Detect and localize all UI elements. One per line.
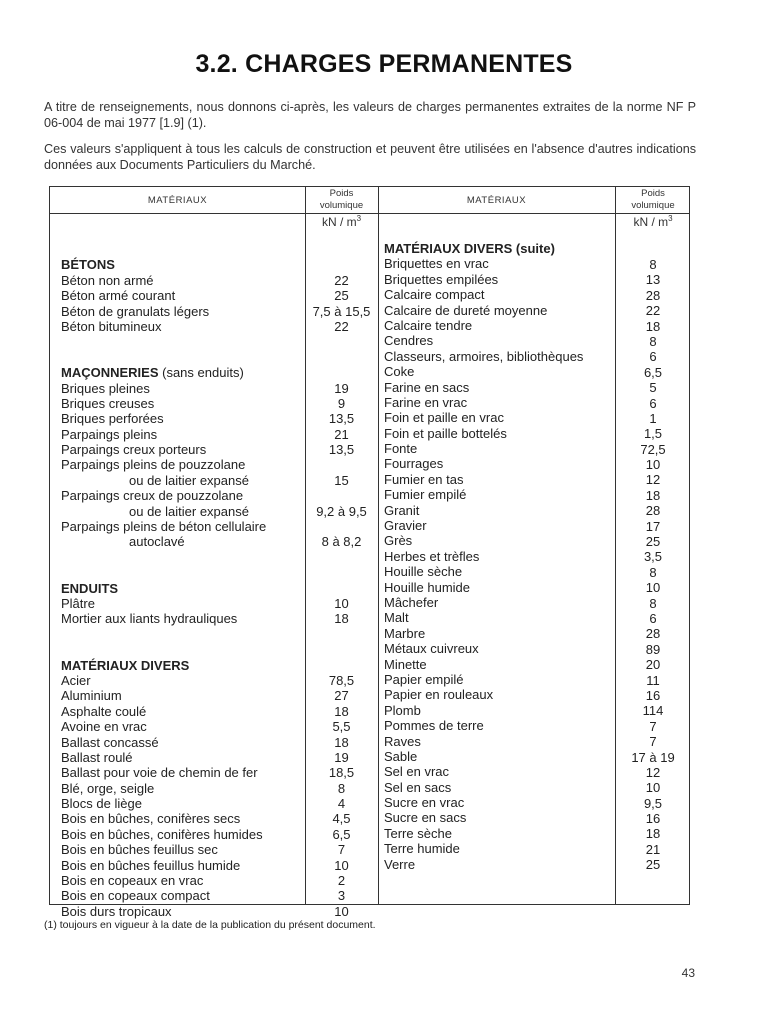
material-name — [61, 688, 303, 703]
weight-value: 8 — [649, 333, 657, 349]
row-label: ou de laitier expansé — [129, 472, 249, 488]
material-name — [384, 318, 614, 333]
weight-value: 16 — [645, 687, 661, 703]
weight-value — [305, 257, 378, 272]
weight-value: 3,5 — [643, 549, 663, 565]
material-name — [61, 534, 303, 549]
section-heading — [61, 257, 303, 272]
right-materials-column — [384, 241, 614, 872]
weight-value: 22 — [334, 272, 349, 288]
row-label: Houille sèche — [384, 564, 463, 580]
weight-value: 18 — [645, 487, 661, 503]
row-label: Parpaings creux porteurs — [61, 442, 207, 458]
material-name — [61, 381, 303, 396]
row-label: Briquettes empilées — [384, 271, 499, 287]
weight-value: 89 — [645, 641, 661, 657]
weight-value: 18,5 — [328, 765, 355, 781]
material-name — [384, 441, 614, 456]
header-weight-line1: Poids — [641, 188, 665, 199]
row-label: MAÇONNERIES — [61, 365, 159, 381]
material-name — [384, 518, 614, 533]
weight-value: 28 — [645, 626, 661, 642]
weight-value: 18 — [334, 734, 349, 750]
row-label: Avoine en vrac — [61, 719, 147, 735]
weight-value: 25 — [645, 534, 661, 550]
material-name — [61, 750, 303, 765]
weight-value: 9 — [337, 395, 346, 411]
row-label: Ballast roulé — [61, 749, 133, 765]
weight-value — [305, 242, 378, 257]
material-name — [384, 333, 614, 348]
row-label: Mâchefer — [384, 594, 439, 610]
material-name — [61, 288, 303, 303]
weight-value: 2 — [337, 873, 346, 889]
material-name — [61, 596, 303, 611]
material-name — [61, 273, 303, 288]
material-name — [61, 519, 303, 534]
material-name — [61, 396, 303, 411]
material-name — [384, 734, 614, 749]
weight-value — [305, 334, 378, 349]
weight-value: 18 — [645, 826, 661, 842]
section-heading-note: (sans enduits) — [158, 365, 244, 381]
material-name — [61, 565, 303, 580]
row-label: Ballast pour voie de chemin de fer — [61, 765, 258, 781]
weight-value: 6 — [649, 349, 657, 365]
intro-paragraph-1: A titre de renseignements, nous donnons ci-après, les valeurs de charges permanentes extraites de la norme NF P 06-004 de mai 1977 [1.9] (1). — [44, 100, 696, 130]
material-name — [61, 888, 303, 903]
material-name — [61, 627, 303, 642]
row-label: Bois en bûches, conifères secs — [61, 811, 241, 827]
weight-value — [305, 565, 378, 580]
weight-value — [305, 550, 378, 565]
weight-value: 7,5 à 15,5 — [312, 303, 371, 319]
left-materials-column — [61, 242, 303, 919]
weight-value: 6 — [649, 610, 657, 626]
header-weight-line2: volumique — [319, 200, 364, 211]
weight-value: 9,2 à 9,5 — [316, 503, 367, 519]
weight-value: 4 — [337, 796, 346, 812]
weight-value: 25 — [645, 857, 661, 873]
charges-table — [49, 186, 690, 919]
material-name — [384, 703, 614, 718]
row-label: Sucre en sacs — [384, 810, 467, 826]
row-label: Sel en sacs — [384, 779, 452, 795]
material-name — [61, 904, 303, 919]
material-name — [384, 380, 614, 395]
row-label: Papier empilé — [384, 671, 464, 687]
row-label: Minette — [384, 656, 427, 672]
material-name — [61, 719, 303, 734]
weight-value: 9,5 — [643, 795, 663, 811]
row-label: Sucre en vrac — [384, 795, 465, 811]
row-label: Coke — [384, 364, 415, 380]
material-name — [384, 595, 614, 610]
row-label: Gravier — [384, 518, 427, 534]
weight-value: 21 — [645, 841, 661, 857]
weight-value: 8 à 8,2 — [321, 534, 362, 550]
material-name — [384, 456, 614, 471]
row-label: Briquettes en vrac — [384, 256, 489, 272]
weight-value: 8 — [649, 595, 657, 611]
row-label: Acier — [61, 672, 91, 688]
row-label: Bois en copeaux en vrac — [61, 873, 204, 889]
material-name — [384, 780, 614, 795]
row-label: Bois en bûches feuillus sec — [61, 842, 218, 858]
weight-value — [305, 627, 378, 642]
row-label: ou de laitier expansé — [129, 503, 249, 519]
row-label: Pommes de terre — [384, 718, 484, 734]
weight-value: 27 — [334, 688, 349, 704]
right-values-column — [615, 257, 691, 873]
material-name — [384, 749, 614, 764]
weight-value: 28 — [645, 503, 661, 519]
weight-value: 7 — [649, 718, 657, 734]
weight-value: 5 — [649, 380, 657, 396]
material-name — [384, 256, 614, 271]
weight-value: 72,5 — [640, 441, 666, 457]
material-name — [384, 426, 614, 441]
footnote: (1) toujours en vigueur à la date de la publication du présent document. — [44, 919, 376, 931]
material-name — [61, 811, 303, 826]
weight-value — [305, 350, 378, 365]
weight-value: 13 — [645, 272, 661, 288]
row-label: Parpaings creux de pouzzolane — [61, 488, 244, 504]
row-label: MATÉRIAUX DIVERS — [61, 657, 190, 673]
weight-value: 10 — [334, 857, 349, 873]
row-label: Marbre — [384, 625, 426, 641]
weight-value: 16 — [645, 811, 661, 827]
material-name — [61, 411, 303, 426]
weight-value: 10 — [334, 595, 349, 611]
row-label: Blé, orge, seigle — [61, 780, 155, 796]
weight-value — [305, 581, 378, 596]
material-name — [384, 810, 614, 825]
row-label: Blocs de liège — [61, 796, 142, 812]
weight-value: 21 — [334, 426, 349, 442]
weight-value: 114 — [642, 703, 664, 719]
material-name — [61, 735, 303, 750]
material-name — [384, 841, 614, 856]
material-name — [61, 457, 303, 472]
unit-label-right — [615, 214, 691, 229]
material-name — [384, 626, 614, 641]
page-number: 43 — [681, 966, 695, 980]
weight-value: 18 — [334, 611, 349, 627]
material-name — [61, 442, 303, 457]
material-name — [384, 580, 614, 595]
material-name — [61, 488, 303, 503]
row-label: Foin et paille en vrac — [384, 410, 504, 426]
material-name — [384, 718, 614, 733]
intro-paragraph-2: Ces valeurs s'appliquent à tous les calculs de construction et peuvent être utilisées en l'absence d'autres indications données aux Documents Particuliers du Marché. — [44, 142, 696, 172]
row-label: Terre humide — [384, 841, 460, 857]
row-label: Aluminium — [61, 688, 122, 704]
material-name — [61, 350, 303, 365]
material-name — [61, 765, 303, 780]
row-label: Briques perforées — [61, 411, 164, 427]
row-label: Sable — [384, 748, 418, 764]
material-name — [384, 657, 614, 672]
weight-value: 6,5 — [332, 826, 351, 842]
material-name — [384, 764, 614, 779]
weight-value: 8 — [337, 780, 346, 796]
row-label: Parpaings pleins de pouzzolane — [61, 457, 246, 473]
row-label: BÉTONS — [61, 257, 115, 273]
row-label: Bois en bûches feuillus humide — [61, 857, 241, 873]
material-name — [61, 873, 303, 888]
row-label: Farine en sacs — [384, 379, 470, 395]
row-label: Briques creuses — [61, 395, 155, 411]
material-name — [61, 842, 303, 857]
header-weight-line1: Poids — [329, 188, 354, 199]
material-name — [384, 349, 614, 364]
row-label: Papier en rouleaux — [384, 687, 494, 703]
weight-value: 10 — [645, 580, 661, 596]
row-label: Granit — [384, 502, 420, 518]
weight-value: 25 — [334, 288, 349, 304]
weight-value: 19 — [334, 380, 349, 396]
weight-value: 78,5 — [328, 672, 355, 688]
unit-exponent: 3 — [356, 214, 362, 223]
weight-value: 1 — [649, 410, 657, 426]
weight-value: 10 — [645, 457, 661, 473]
unit-exponent: 3 — [668, 214, 673, 223]
material-name — [384, 549, 614, 564]
weight-value: 18 — [334, 703, 349, 719]
row-label: Métaux cuivreux — [384, 641, 479, 657]
material-name — [61, 504, 303, 519]
row-label: autoclavé — [129, 534, 185, 550]
weight-value: 3 — [337, 888, 346, 904]
weight-value: 6 — [649, 395, 657, 411]
weight-value: 12 — [645, 764, 661, 780]
row-label: Béton de granulats légers — [61, 303, 210, 319]
unit-base: kN / m — [633, 215, 669, 229]
material-name — [61, 242, 303, 257]
row-label: Fumier en tas — [384, 471, 464, 487]
material-name — [384, 487, 614, 502]
material-name — [384, 503, 614, 518]
weight-value: 13,5 — [328, 411, 355, 427]
weight-value: 28 — [645, 287, 661, 303]
row-label: Bois durs tropicaux — [61, 903, 172, 919]
row-label: Sel en vrac — [384, 764, 450, 780]
weight-value: 13,5 — [328, 442, 355, 458]
row-label: Briques pleines — [61, 380, 150, 396]
material-name — [384, 610, 614, 625]
header-weight-left — [305, 188, 378, 212]
row-label: Verre — [384, 856, 416, 872]
material-name — [384, 795, 614, 810]
row-label: Parpaings pleins — [61, 426, 158, 442]
row-label: Foin et paille bottelés — [384, 425, 507, 441]
weight-value: 17 — [645, 518, 661, 534]
weight-value: 6,5 — [643, 364, 663, 380]
material-name — [384, 287, 614, 302]
material-name — [384, 687, 614, 702]
row-label: Plomb — [384, 702, 421, 718]
row-label: Malt — [384, 610, 409, 626]
weight-value: 11 — [646, 672, 660, 688]
material-name — [61, 642, 303, 657]
weight-value — [305, 642, 378, 657]
row-label: Calcaire compact — [384, 287, 485, 303]
weight-value — [305, 457, 378, 472]
material-name — [384, 533, 614, 548]
row-label: Fumier empilé — [384, 487, 467, 503]
section-heading — [384, 241, 614, 256]
material-name — [61, 673, 303, 688]
material-name — [61, 334, 303, 349]
weight-value: 8 — [649, 564, 657, 580]
material-name — [61, 781, 303, 796]
row-label: Calcaire de dureté moyenne — [384, 302, 548, 318]
row-label: MATÉRIAUX DIVERS (suite) — [384, 241, 555, 256]
weight-value: 19 — [334, 749, 349, 765]
material-name — [61, 304, 303, 319]
row-label: Grès — [384, 533, 413, 549]
material-name — [384, 672, 614, 687]
weight-value: 8 — [649, 257, 657, 272]
row-label: Herbes et trèfles — [384, 548, 480, 564]
row-label: Béton non armé — [61, 272, 154, 288]
material-name — [384, 410, 614, 425]
material-name — [384, 564, 614, 579]
material-name — [61, 319, 303, 334]
weight-value: 5,5 — [332, 719, 351, 735]
header-materials-left: MATÉRIAUX — [147, 195, 208, 206]
weight-value: 20 — [645, 657, 661, 673]
weight-value: 22 — [645, 303, 661, 319]
weight-value: 10 — [645, 780, 661, 796]
table-divider — [378, 187, 379, 904]
material-name — [61, 550, 303, 565]
row-label: Houille humide — [384, 579, 470, 595]
material-name — [384, 472, 614, 487]
unit-base: kN / m — [321, 215, 357, 229]
weight-value: 1,5 — [643, 426, 663, 442]
row-label: Ballast concassé — [61, 734, 159, 750]
material-name — [384, 857, 614, 872]
row-label: Asphalte coulé — [61, 703, 147, 719]
material-name — [61, 704, 303, 719]
weight-value — [305, 519, 378, 534]
row-label: Béton armé courant — [61, 288, 176, 304]
left-values-column — [305, 242, 378, 919]
weight-value — [305, 488, 378, 503]
row-label: Cendres — [384, 333, 434, 349]
material-name — [384, 826, 614, 841]
row-label: Fourrages — [384, 456, 444, 472]
unit-label-left — [305, 214, 378, 229]
material-name — [61, 827, 303, 842]
row-label: Calcaire tendre — [384, 317, 473, 333]
row-label: Mortier aux liants hydrauliques — [61, 611, 238, 627]
material-name — [384, 364, 614, 379]
section-heading — [61, 365, 303, 380]
header-weight-right — [615, 188, 691, 212]
row-label: Raves — [384, 733, 421, 749]
row-label: Fonte — [384, 441, 418, 457]
material-name — [61, 611, 303, 626]
weight-value: 22 — [334, 318, 349, 334]
material-name — [384, 303, 614, 318]
section-heading — [61, 581, 303, 596]
row-label: Classeurs, armoires, bibliothèques — [384, 348, 584, 364]
material-name — [61, 858, 303, 873]
row-label: Béton bitumineux — [61, 318, 162, 334]
weight-value: 7 — [337, 842, 346, 858]
section-heading — [61, 658, 303, 673]
material-name — [384, 272, 614, 287]
page-title: 3.2. CHARGES PERMANENTES — [195, 50, 573, 78]
weight-value: 4,5 — [332, 811, 351, 827]
header-materials-right: MATÉRIAUX — [466, 195, 527, 206]
material-name — [61, 473, 303, 488]
row-label: Farine en vrac — [384, 394, 468, 410]
material-name — [61, 796, 303, 811]
weight-value: 7 — [649, 734, 657, 750]
row-label: ENDUITS — [61, 580, 119, 596]
material-name — [384, 641, 614, 656]
weight-value: 17 à 19 — [631, 749, 675, 765]
material-name — [384, 395, 614, 410]
row-label: Parpaings pleins de béton cellulaire — [61, 519, 267, 535]
material-name — [61, 427, 303, 442]
row-label: Bois en bûches, conifères humides — [61, 826, 263, 842]
row-label: Terre sèche — [384, 825, 452, 841]
weight-value — [305, 658, 378, 673]
weight-value: 18 — [645, 318, 661, 334]
row-label: Bois en copeaux compact — [61, 888, 210, 904]
weight-value: 12 — [645, 472, 661, 488]
weight-value — [305, 365, 378, 380]
row-label: Plâtre — [61, 595, 95, 611]
header-weight-line2: volumique — [631, 200, 675, 211]
weight-value: 15 — [334, 472, 349, 488]
weight-value: 10 — [334, 903, 349, 919]
